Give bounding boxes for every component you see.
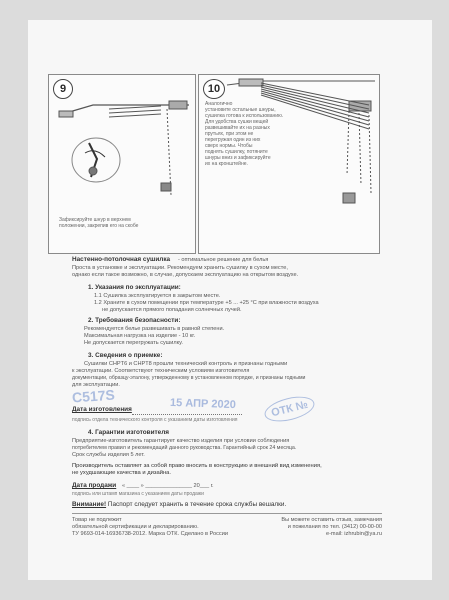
- figure-10-number: 10: [203, 79, 225, 99]
- section-2-title: 2. Требования безопасности:: [88, 317, 181, 324]
- intro-line-2: однако если такое возможно, в случае, допускаем эксплуатацию на открытом воздухе.: [72, 272, 299, 278]
- rights-line-1: Производитель оставляет за собой право вносить в конструкцию и внешний вид изменения,: [72, 463, 322, 469]
- product-subtitle: - оптимальное решение для белья: [178, 257, 269, 263]
- footer-right: Вы можете оставить отзыв, замечания и пожелания по тел. (3412) 00-00-00 e-mail: izhrubin@ya.ru: [281, 517, 382, 537]
- batch-code-stamp: C517S: [71, 386, 116, 406]
- figure-10-caption: Аналогично установите остальные шнуры, сушилка готова к использованию. Для удобства сушки вещей развешивайте их на разных прутьях, при этом не перегружая один из них сверх нормы. Чтобы поднять сушилку, потяните шнуры вниз и зафиксируйте их на кронштейне.: [205, 101, 284, 167]
- attention-label: Внимание!: [72, 501, 107, 508]
- attention-text: Паспорт следует хранить в течение срока службы вешалки.: [107, 501, 287, 508]
- section-1-title: 1. Указания по эксплуатации:: [88, 284, 181, 291]
- installation-figures: [48, 74, 378, 252]
- sale-note: подпись или штамп магазина с указанием даты продажи: [72, 491, 204, 497]
- section-3-line-2: к эксплуатации. Соответствуют техническим условиям изготовителя: [72, 368, 250, 374]
- section-3-line-1: Сушилки CHPT6 и CHPT8 прошли технический контроль и признаны годными: [84, 361, 288, 367]
- figure-9-number: 9: [53, 79, 73, 99]
- section-1-item-3: не допускается прямого попадания солнечных лучей.: [102, 307, 242, 313]
- section-3-line-3: документации, образцу-эталону, утвержденному в установленном порядке, и признаны годными: [72, 375, 306, 381]
- otk-stamp: ОТК №: [262, 392, 317, 426]
- section-4-line-1: Предприятие-изготовитель гарантирует качество изделия при условии соблюдения: [72, 438, 290, 444]
- product-title: Настенно-потолочная сушилка: [72, 256, 171, 263]
- section-4-line-3: Срок службы изделия 5 лет.: [72, 452, 145, 458]
- section-4-line-2: потребителем правил и рекомендаций данного руководства. Гарантийный срок 24 месяца.: [72, 445, 297, 451]
- manufacture-date-line: [132, 414, 242, 415]
- section-3-line-4: для эксплуатации.: [72, 382, 120, 388]
- section-4-title: 4. Гарантии изготовителя: [88, 429, 169, 436]
- rights-line-2: не ухудшающие качества и дизайна.: [72, 470, 172, 476]
- sale-date-blank: « ____ » _______________ 20___ г.: [122, 483, 214, 489]
- footer-divider: [72, 513, 382, 514]
- section-2-item-3: Не допускается перегружать сушилку.: [84, 340, 183, 346]
- section-2-item-2: Максимальная нагрузка на изделие - 10 кг.: [84, 333, 196, 339]
- sale-date-label: Дата продажи: [72, 482, 117, 489]
- footer-left: Товар не подлежит обязательной сертификации и декларированию. ТУ 9693-014-16936738-2012. Марка ОТК. Сделано в России: [72, 517, 228, 537]
- date-stamp: 15 АПР 2020: [169, 396, 237, 412]
- figure-10-panel: [198, 74, 380, 254]
- figure-9-caption: Зафиксируйте шнур в верхнем положении, закрепив его на скобе: [59, 217, 139, 229]
- section-3-title: 3. Сведения о приемке:: [88, 352, 163, 359]
- section-1-item-2: 1.2 Храните в сухом помещении при температуре +5 ... +25 °С при влажности воздуха: [94, 300, 319, 306]
- figure-9-panel: [48, 74, 196, 254]
- section-2-item-1: Рекомендуется белье развешивать в равной степени.: [84, 326, 225, 332]
- intro-line-1: Проста в установке и эксплуатации. Рекомендуем хранить сушилку в сухом месте,: [72, 265, 288, 271]
- passport-sheet: [28, 20, 432, 580]
- section-1-item-1: 1.1 Сушилка эксплуатируется в закрытом месте.: [94, 293, 221, 299]
- attention-line: [72, 501, 286, 509]
- manufacture-note: подпись отдела технического контроля с указанием даты изготовления: [72, 417, 238, 423]
- manufacture-date-label: Дата изготовления: [72, 406, 132, 413]
- figure-9-illustration: [49, 75, 195, 215]
